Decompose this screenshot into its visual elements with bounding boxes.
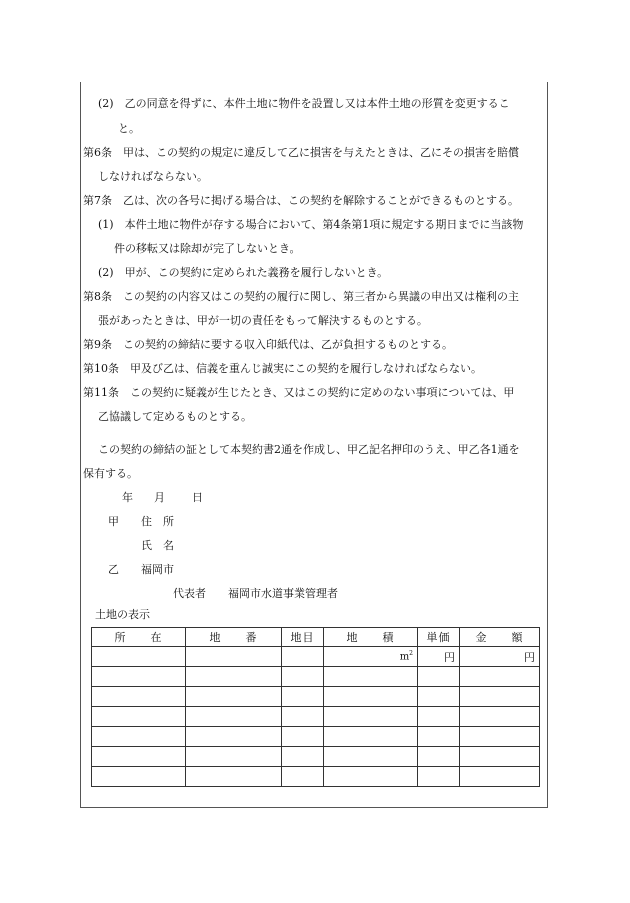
cell-location <box>92 647 186 667</box>
header-unit-price: 単価 <box>418 628 460 647</box>
representative-label: 代表者 <box>173 587 206 600</box>
cell-area-unit: $m^2$ <box>324 647 418 667</box>
clause-6-cont: しなければならない。 <box>98 170 208 183</box>
clause-7-item-2: (2) 甲が、この契約に定められた義務を履行しないとき。 <box>98 266 389 279</box>
header-location: 所 在 <box>92 628 186 647</box>
cell-amount-unit: 円 <box>460 647 540 667</box>
date-month-label: 月 <box>154 491 165 504</box>
representative-name: 福岡市水道事業管理者 <box>228 587 338 600</box>
date-day-label: 日 <box>192 491 203 504</box>
clause-5-item-2: (2) 乙の同意を得ずに、本件土地に物件を設置し又は本件土地の形質を変更するこ <box>98 97 510 110</box>
cell-lot-number <box>186 647 282 667</box>
name-label: 氏 名 <box>141 539 174 552</box>
table-row <box>92 767 540 787</box>
clause-7-item-1: (1) 本件土地に物件が存する場合において、第4条第1項に規定する期日までに当該物 <box>98 218 524 231</box>
clause-8: 第8条 この契約の内容又はこの契約の履行に関し、第三者から異議の申出又は権利の主 <box>83 290 519 303</box>
clause-5-item-2-cont: と。 <box>118 122 140 135</box>
party-b-label: 乙 <box>108 563 119 576</box>
land-title: 土地の表示 <box>95 608 150 621</box>
land-table <box>91 627 540 787</box>
closing-statement-cont: 保有する。 <box>83 467 138 480</box>
table-row <box>92 687 540 707</box>
clause-7: 第7条 乙は、次の各号に掲げる場合は、この契約を解除することができるものとする。 <box>83 194 519 207</box>
table-row <box>92 727 540 747</box>
header-amount: 金 額 <box>460 628 540 647</box>
header-area: 地 積 <box>324 628 418 647</box>
clause-8-cont: 張があったときは、甲が一切の責任をもって解決するものとする。 <box>98 314 428 327</box>
cell-unit-price-unit: 円 <box>418 647 460 667</box>
closing-statement: この契約の締結の証として本契約書2通を作成し、甲乙記名押印のうえ、甲乙各1通を <box>98 443 520 456</box>
clause-11-cont: 乙協議して定めるものとする。 <box>98 410 252 423</box>
clause-6: 第6条 甲は、この契約の規定に違反して乙に損害を与えたときは、乙にその損害を賠償 <box>83 146 519 159</box>
date-year-label: 年 <box>122 491 133 504</box>
clause-11: 第11条 この契約に疑義が生じたとき、又はこの契約に定めのない事項については、甲 <box>83 386 515 399</box>
cell-land-category <box>282 647 324 667</box>
address-label: 住 所 <box>141 515 174 528</box>
party-a-label: 甲 <box>108 515 119 528</box>
clause-7-item-1-cont: 件の移転又は除却が完了しないとき。 <box>114 242 301 255</box>
header-lot-number: 地 番 <box>186 628 282 647</box>
clause-9: 第9条 この契約の締結に要する収入印紙代は、乙が負担するものとする。 <box>83 338 453 351</box>
table-row <box>92 747 540 767</box>
table-row <box>92 707 540 727</box>
table-row <box>92 647 540 667</box>
header-land-category: 地目 <box>282 628 324 647</box>
land-table-header <box>92 628 540 647</box>
table-row <box>92 667 540 687</box>
city-name: 福岡市 <box>141 563 174 576</box>
clause-10: 第10条 甲及び乙は、信義を重んじ誠実にこの契約を履行しなければならない。 <box>83 362 482 375</box>
